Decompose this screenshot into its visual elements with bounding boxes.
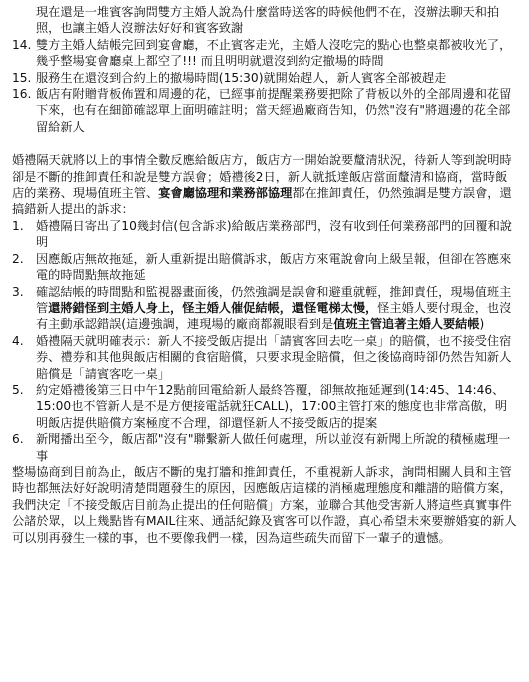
paragraph-gap	[12, 135, 519, 152]
intro-text-1: 婚禮隔天就將以上的事情全數反應給飯店方，飯店方一開始說要釐清狀況，待新人等到說明時卻是不斷的推卸責任和說是雙方誤會；婚禮後2日，新人就抵達飯店當面釐清和協商，當時飯店的業務、現場值班主管、	[12, 153, 512, 201]
complaint-item-4	[12, 333, 519, 382]
list-text-part: 怪主婚人要付現金，也沒有主動承認錯誤(這邊強調，連現場的廠商都親眼看到是	[36, 300, 512, 332]
list-text: 服務生在還沒到合約上的撤場時間(15:30)就開始趕人，新人賓客全部被趕走	[36, 70, 447, 85]
list-number: 4.	[12, 333, 24, 348]
complaint-item-5	[12, 382, 519, 431]
list-text-part: 新聞播出至今，飯店都"沒有"聯繫新人做任何處理，所以並沒有新聞上所說的積極處理一事	[36, 432, 511, 463]
list-text	[36, 218, 519, 251]
list-item-continuation	[12, 4, 519, 37]
continuation-text: 現在還是一堆賓客詢問雙方主婚人說為什麼當時送客的時候他們不在，沒辦法聊天和拍照，也讓主婚人沒辦法好好和賓客致謝	[36, 5, 500, 36]
complaint-item-1	[12, 218, 519, 251]
list-number: 5.	[12, 382, 24, 397]
list-text	[36, 284, 519, 333]
list-text-part: 約定婚禮後第三日中午12點前回電給新人最終答覆，卻無故拖延遲到(14:45、14:46、15:00也不管新人是不是方便接電話就狂CALL)，17:00主管打來的態度也非常高傲，明明飯店提供賠償方案極度不合理，卻還怪新人不接受飯店的提案	[36, 382, 508, 430]
list-text: 飯店有附贈背板佈置和周邊的花，已經事前提醒業務要把除了背板以外的全部周邊和花留下來，也有在細節確認單上面明確註明；當天經過廠商告知，仍然"沒有"將週邊的花全部留給新人	[36, 87, 512, 134]
list-text-part: 婚禮隔日寄出了10幾封信(包含訴求)給飯店業務部門，沒有收到任何業務部門的回覆和說明	[36, 218, 512, 250]
complaint-item-2	[12, 251, 519, 284]
list-text	[36, 382, 519, 431]
list-text	[36, 431, 519, 464]
list-text-bold: 值班主管追著主婚人要結帳	[333, 317, 480, 332]
intro-text-2: 都在推卸責任，仍然強調是雙方誤會，還搞錯新人提出的訴求：	[12, 186, 512, 217]
complaint-item-3	[12, 284, 519, 333]
list-text-bold: 還將錯怪到主婚人身上，怪主婚人催促結帳，還怪電梯太慢，	[48, 300, 378, 315]
list-text-part: 因應飯店無故拖延，新人重新提出賠償訴求，飯店方來電說會向上級呈報，但卻在答應來電的時間點無故拖延	[36, 251, 512, 283]
list-number: 15.	[12, 70, 32, 85]
list-text	[36, 251, 519, 284]
list-item-15	[12, 70, 519, 86]
list-number: 6.	[12, 432, 24, 447]
list-item-14	[12, 37, 519, 70]
list-item-16	[12, 86, 519, 135]
list-text	[36, 333, 519, 382]
list-text: 雙方主婚人結帳完回到宴會廳，不止賓客走光，主婚人沒吃完的點心也整桌都被收光了，幾乎整場宴會廳桌上都空了!!! 而且明明就還沒到約定撤場的時間	[36, 37, 512, 69]
list-text-part: 婚禮隔天就明確表示：新人不接受飯店提出「請賓客回去吃一桌」的賠償，也不接受住宿券、禮券和其他與飯店相關的食宿賠償，只要求現金賠償，但之後協商時卻仍然告知新人賠償是「請賓客吃一桌」	[36, 333, 512, 381]
complaint-item-6	[12, 431, 519, 464]
list-number: 2.	[12, 251, 24, 266]
list-number: 1.	[12, 218, 24, 233]
intro-bold-text: 宴會廳協理和業務部協理	[158, 186, 293, 201]
list-number: 3.	[12, 284, 24, 299]
closing-paragraph: 整場協商到目前為止，飯店不斷的鬼打牆和推卸責任，不重視新人訴求，詢問相關人員和主管時也都無法好好說明清楚問題發生的原因，因應飯店這樣的消極處理態度和離譜的賠償方案，我們決定「不接受飯店目前為止提出的任何賠償」方案，並聯合其他受害新人將這些真實事件公諸於眾，以上幾點皆有MAIL往來、通話紀錄及賓客可以作證，真心希望未來要辦婚宴的新人可以別再發生一樣的事，也不要像我們一樣，因為這些疏失而留下一輩子的遺憾。	[12, 464, 517, 545]
list-text-part: )	[479, 317, 485, 332]
list-number: 16.	[12, 87, 32, 102]
list-text-part: 確認結帳的時間點和監視器畫面後，仍然強調是誤會和避重就輕，推卸責任，現場值班主管	[36, 284, 512, 315]
intro-paragraph	[12, 152, 519, 218]
list-number: 14.	[12, 37, 32, 52]
